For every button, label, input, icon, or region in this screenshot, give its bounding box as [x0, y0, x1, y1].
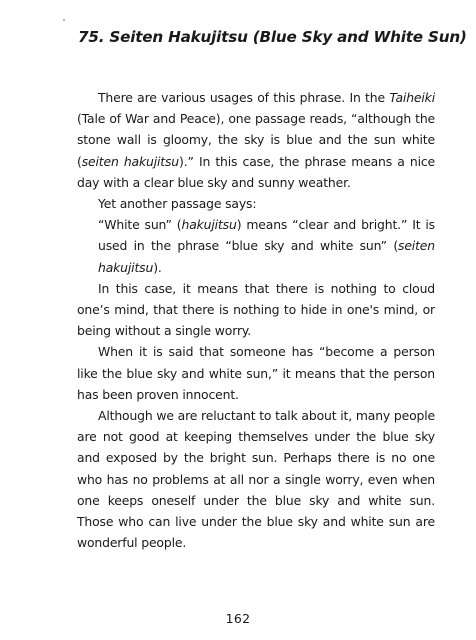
scan-speck [63, 19, 65, 21]
italic-run: seiten hakujitsu [81, 153, 180, 169]
paragraph-2 [77, 193, 435, 214]
text-run: There are various usages of this phrase. In the [98, 90, 390, 105]
text-run: In this case, it means that there is nothing to cloud one’s mind, that there is nothing to hide in one's mind, or being without a single worry. [77, 280, 435, 339]
italic-run: hakujitsu [181, 217, 237, 233]
quoted-passage [77, 214, 435, 278]
text-run: Although we are reluctant to talk about it, many people are not good at keeping themselves under the blue sky and exposed by the bright sun. Perhaps there is no one who has no problems at all nor a single worry, even when one keeps oneself under the blue sky and white sun. Those who can live under the blue sky and white sun are wonderful people. [77, 408, 435, 551]
paragraph-5 [77, 341, 435, 405]
text-run: ). [153, 259, 162, 275]
italic-run: seiten hakujitsu [98, 238, 435, 275]
italic-run: Taiheiki [389, 90, 435, 105]
text-run: Yet another passage says: [98, 196, 257, 212]
paragraph-4 [77, 278, 435, 342]
text-run: ).” In this case, the phrase means a nice day with a clear blue sky and sunny weather. [77, 153, 436, 190]
text-run: ) means “clear and bright.” It is used in the phrase “blue sky and white sun” ( [98, 217, 435, 254]
text-run: “White sun” ( [98, 217, 182, 233]
chapter-heading: 75. Seiten Hakujitsu (Blue Sky and White Sun) [78, 28, 467, 46]
body-text [77, 87, 435, 553]
paragraph-1 [77, 87, 435, 193]
text-run: (Tale of War and Peace), one passage reads, “although the stone wall is gloomy, the sky is blue and the sun white ( [77, 111, 435, 169]
page-number: 162 [225, 611, 251, 626]
text-run: When it is said that someone has “become a person like the blue sky and white sun,” it means that the person has been proven innocent. [77, 344, 435, 402]
paragraph-6 [77, 405, 435, 553]
